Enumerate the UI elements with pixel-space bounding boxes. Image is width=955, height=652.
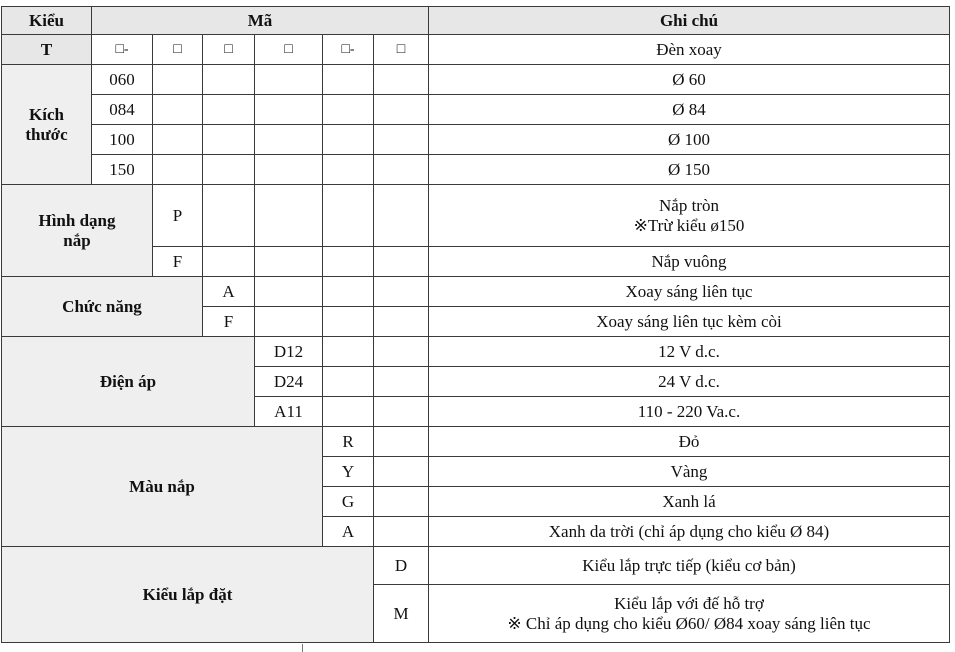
function-category-label: Chức năng xyxy=(2,277,203,337)
function-code: F xyxy=(203,307,255,337)
page-divider-tick xyxy=(302,644,303,652)
cover-shape-row xyxy=(2,185,950,247)
size-note: Ø 100 xyxy=(429,125,950,155)
mounting-note-line2: ※ Chỉ áp dụng cho kiểu Ø60/ Ø84 xoay sáng liên tục xyxy=(507,613,871,633)
function-note: Xoay sáng liên tục xyxy=(429,277,950,307)
cover-shape-note-line1: Nắp tròn xyxy=(659,195,719,215)
cover-shape-note: Nắp vuông xyxy=(429,247,950,277)
cover-color-code: A xyxy=(323,517,374,547)
mounting-note: Kiểu lắp trực tiếp (kiểu cơ bản) xyxy=(429,547,950,585)
size-note: Ø 150 xyxy=(429,155,950,185)
cover-color-code: R xyxy=(323,427,374,457)
cover-color-note: Vàng xyxy=(429,457,950,487)
code-slot-box: □ xyxy=(203,35,255,65)
voltage-code: A11 xyxy=(255,397,323,427)
mounting-category-label: Kiểu lắp đặt xyxy=(2,547,374,643)
cover-shape-label-line1: Hình dạng xyxy=(38,210,116,230)
mounting-note xyxy=(429,585,950,643)
function-note: Xoay sáng liên tục kèm còi xyxy=(429,307,950,337)
cover-shape-note xyxy=(429,185,950,247)
mounting-code: D xyxy=(374,547,429,585)
cover-color-row xyxy=(2,427,950,457)
header-ghi-chu: Ghi chú xyxy=(429,7,950,35)
size-category-label xyxy=(2,65,92,185)
size-code: 060 xyxy=(92,65,153,95)
mounting-note-line1: Kiểu lắp với đế hỗ trợ xyxy=(614,593,764,613)
code-slot-box: □ xyxy=(374,35,429,65)
voltage-code: D12 xyxy=(255,337,323,367)
voltage-note: 12 V d.c. xyxy=(429,337,950,367)
cover-color-code: Y xyxy=(323,457,374,487)
header-row xyxy=(2,7,950,35)
model-code-table xyxy=(1,6,950,643)
header-kieu: Kiểu xyxy=(2,7,92,35)
cover-color-note: Xanh lá xyxy=(429,487,950,517)
voltage-category-label: Điện áp xyxy=(2,337,255,427)
size-row xyxy=(2,155,950,185)
cover-shape-note-line2: ※Trừ kiểu ø150 xyxy=(633,215,745,235)
function-row xyxy=(2,277,950,307)
voltage-note: 110 - 220 Va.c. xyxy=(429,397,950,427)
size-row xyxy=(2,95,950,125)
type-row xyxy=(2,35,950,65)
cover-color-note: Xanh da trời (chỉ áp dụng cho kiểu Ø 84) xyxy=(429,517,950,547)
cover-color-code: G xyxy=(323,487,374,517)
mounting-row xyxy=(2,547,950,585)
voltage-note: 24 V d.c. xyxy=(429,367,950,397)
size-row xyxy=(2,125,950,155)
type-code: T xyxy=(2,35,92,65)
size-code: 084 xyxy=(92,95,153,125)
size-row xyxy=(2,65,950,95)
function-code: A xyxy=(203,277,255,307)
size-code: 100 xyxy=(92,125,153,155)
size-note: Ø 60 xyxy=(429,65,950,95)
type-note: Đèn xoay xyxy=(429,35,950,65)
cover-color-category-label: Màu nắp xyxy=(2,427,323,547)
cover-color-note: Đỏ xyxy=(429,427,950,457)
cover-shape-category-label xyxy=(2,185,153,277)
mounting-code: M xyxy=(374,585,429,643)
size-label-line1: Kích xyxy=(29,104,64,124)
size-code: 150 xyxy=(92,155,153,185)
code-slot-box: □ xyxy=(153,35,203,65)
voltage-row xyxy=(2,337,950,367)
cover-shape-code: P xyxy=(153,185,203,247)
code-slot-box: □ xyxy=(255,35,323,65)
cover-shape-label-line2: nắp xyxy=(63,230,91,250)
header-ma: Mã xyxy=(92,7,429,35)
cover-shape-code: F xyxy=(153,247,203,277)
size-label-line2: thước xyxy=(25,124,68,144)
size-note: Ø 84 xyxy=(429,95,950,125)
voltage-code: D24 xyxy=(255,367,323,397)
code-slot-box: □- xyxy=(92,35,153,65)
code-slot-box: □- xyxy=(323,35,374,65)
